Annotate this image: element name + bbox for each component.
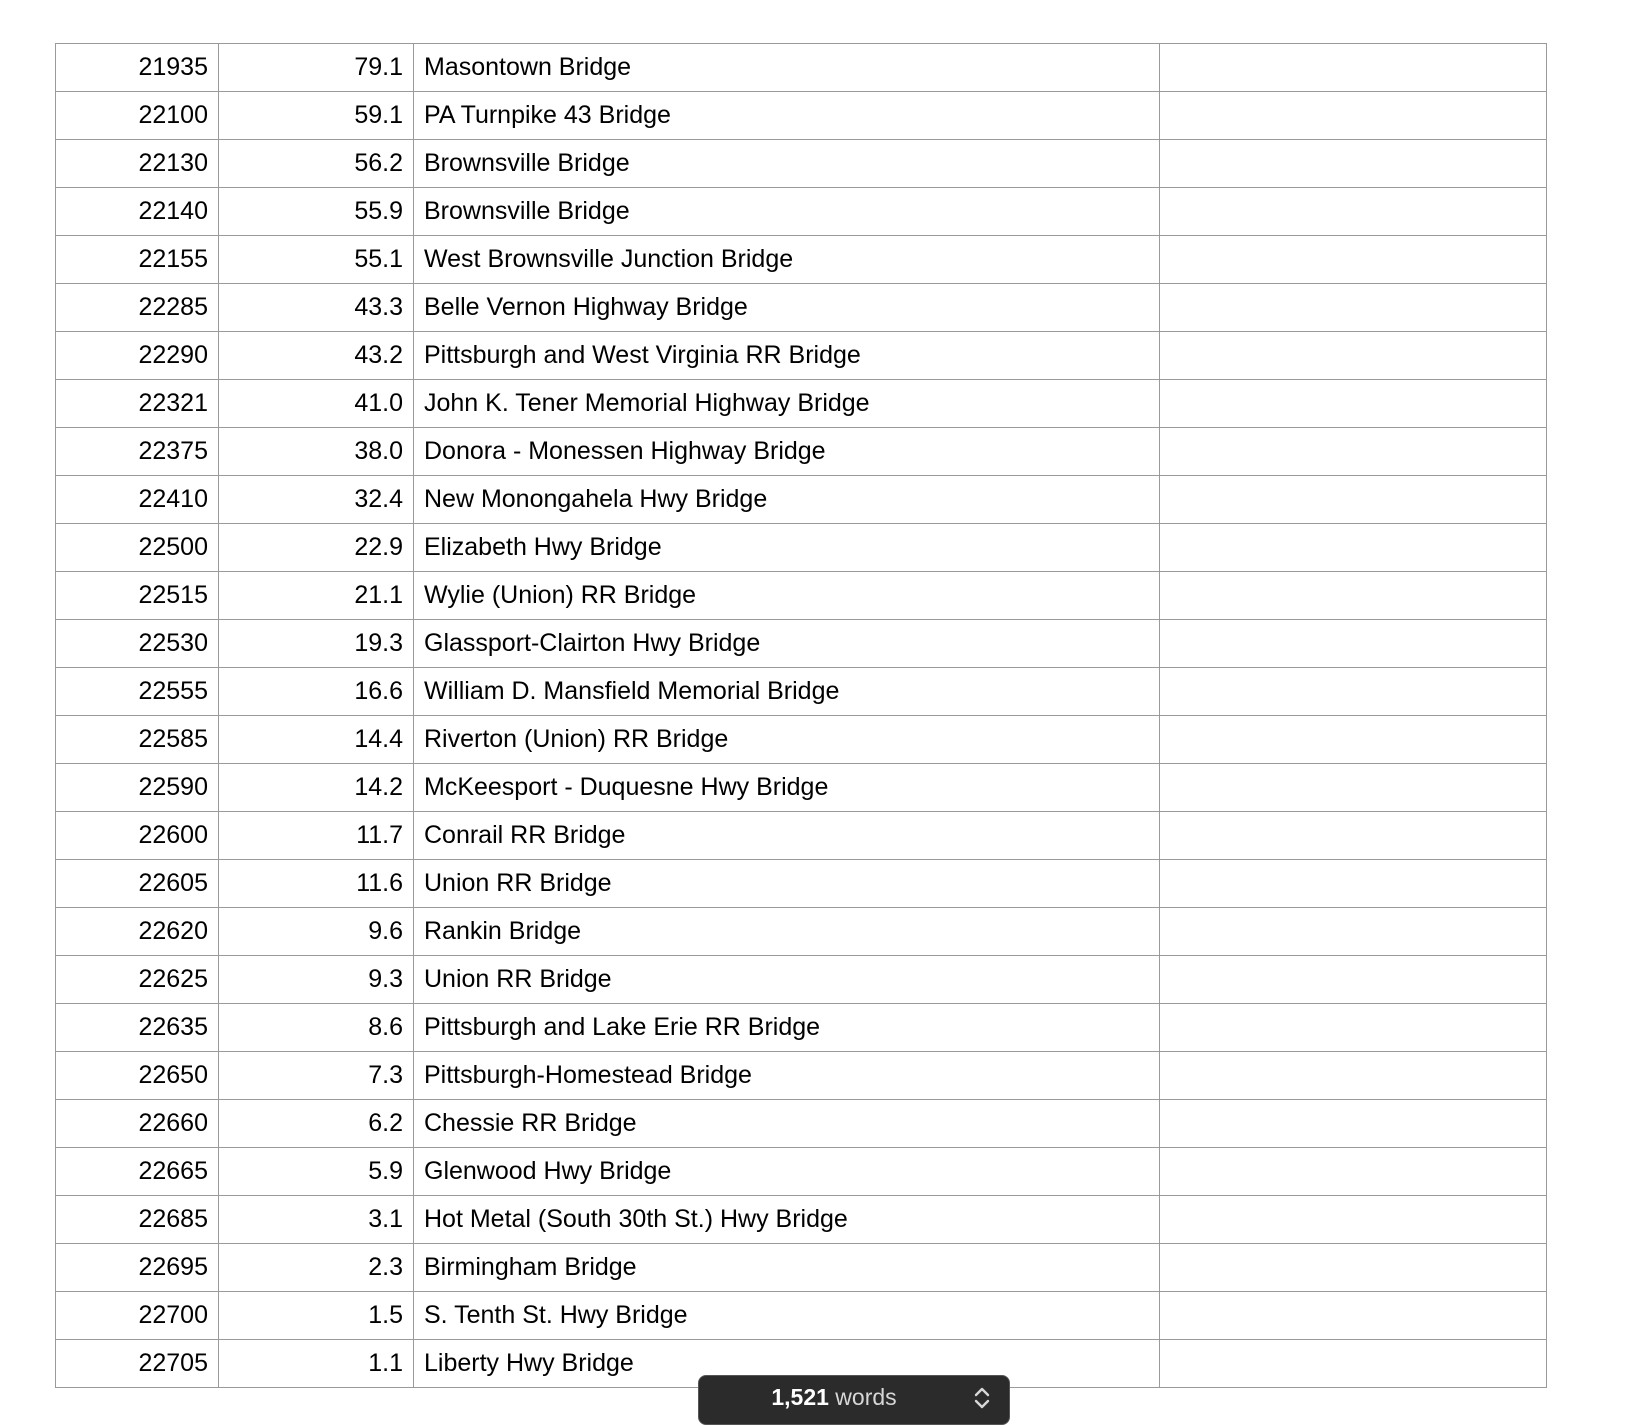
chevron-up-down-icon [973,1385,991,1411]
cell-notes[interactable] [1160,1004,1547,1052]
cell-name[interactable]: William D. Mansfield Memorial Bridge [414,668,1160,716]
table-row [56,92,1547,140]
table-row [56,1052,1547,1100]
cell-notes[interactable] [1160,1196,1547,1244]
cell-id[interactable]: 22500 [56,524,219,572]
cell-name[interactable]: Brownsville Bridge [414,140,1160,188]
cell-mile[interactable]: 22.9 [219,524,414,572]
cell-id[interactable]: 22600 [56,812,219,860]
table-row [56,1148,1547,1196]
cell-name[interactable]: Pittsburgh and Lake Erie RR Bridge [414,1004,1160,1052]
cell-notes[interactable] [1160,716,1547,764]
cell-mile[interactable]: 38.0 [219,428,414,476]
word-count-label [699,1384,969,1410]
cell-mile[interactable]: 14.4 [219,716,414,764]
cell-mile[interactable]: 43.3 [219,284,414,332]
cell-mile[interactable]: 2.3 [219,1244,414,1292]
cell-id[interactable]: 22605 [56,860,219,908]
cell-notes[interactable] [1160,764,1547,812]
cell-id[interactable]: 21935 [56,44,219,92]
cell-name[interactable]: Riverton (Union) RR Bridge [414,716,1160,764]
cell-name[interactable]: Wylie (Union) RR Bridge [414,572,1160,620]
cell-notes[interactable] [1160,812,1547,860]
cell-mile[interactable]: 79.1 [219,44,414,92]
cell-notes[interactable] [1160,188,1547,236]
cell-notes[interactable] [1160,1340,1547,1388]
cell-notes[interactable] [1160,1148,1547,1196]
cell-id[interactable]: 22285 [56,284,219,332]
bridge-table[interactable] [55,43,1547,1388]
cell-mile[interactable]: 19.3 [219,620,414,668]
cell-notes[interactable] [1160,476,1547,524]
cell-notes[interactable] [1160,284,1547,332]
cell-notes[interactable] [1160,668,1547,716]
cell-mile[interactable]: 6.2 [219,1100,414,1148]
cell-mile[interactable]: 41.0 [219,380,414,428]
table-row [56,140,1547,188]
cell-id[interactable]: 22130 [56,140,219,188]
cell-name[interactable]: Elizabeth Hwy Bridge [414,524,1160,572]
table-row [56,716,1547,764]
table-row [56,1196,1547,1244]
cell-name[interactable]: Union RR Bridge [414,860,1160,908]
cell-notes[interactable] [1160,524,1547,572]
cell-mile[interactable]: 7.3 [219,1052,414,1100]
cell-notes[interactable] [1160,1292,1547,1340]
table-row [56,908,1547,956]
cell-id[interactable]: 22700 [56,1292,219,1340]
cell-mile[interactable]: 32.4 [219,476,414,524]
cell-id[interactable]: 22620 [56,908,219,956]
cell-name[interactable]: Masontown Bridge [414,44,1160,92]
cell-name[interactable]: Glassport-Clairton Hwy Bridge [414,620,1160,668]
cell-notes[interactable] [1160,956,1547,1004]
cell-id[interactable]: 22590 [56,764,219,812]
cell-id[interactable]: 22685 [56,1196,219,1244]
table-row [56,380,1547,428]
cell-id[interactable]: 22321 [56,380,219,428]
cell-name[interactable]: Union RR Bridge [414,956,1160,1004]
cell-name[interactable]: Conrail RR Bridge [414,812,1160,860]
table-row [56,524,1547,572]
table-row [56,1004,1547,1052]
cell-id[interactable]: 22585 [56,716,219,764]
cell-id[interactable]: 22100 [56,92,219,140]
cell-notes[interactable] [1160,908,1547,956]
cell-id[interactable]: 22515 [56,572,219,620]
cell-name[interactable]: Rankin Bridge [414,908,1160,956]
cell-name[interactable]: Glenwood Hwy Bridge [414,1148,1160,1196]
table-row [56,812,1547,860]
table-row [56,620,1547,668]
table-row [56,572,1547,620]
table-row [56,764,1547,812]
table-row [56,332,1547,380]
cell-mile[interactable]: 56.2 [219,140,414,188]
cell-notes[interactable] [1160,380,1547,428]
cell-mile[interactable]: 55.9 [219,188,414,236]
cell-name[interactable]: Birmingham Bridge [414,1244,1160,1292]
cell-notes[interactable] [1160,572,1547,620]
cell-mile[interactable]: 11.7 [219,812,414,860]
cell-name[interactable]: Hot Metal (South 30th St.) Hwy Bridge [414,1196,1160,1244]
cell-id[interactable]: 22660 [56,1100,219,1148]
cell-name[interactable]: Pittsburgh and West Virginia RR Bridge [414,332,1160,380]
table-row [56,476,1547,524]
table-row [56,428,1547,476]
cell-name[interactable]: McKeesport - Duquesne Hwy Bridge [414,764,1160,812]
table-row [56,860,1547,908]
table-row [56,1292,1547,1340]
table-row [56,284,1547,332]
cell-mile[interactable]: 21.1 [219,572,414,620]
cell-name[interactable]: S. Tenth St. Hwy Bridge [414,1292,1160,1340]
cell-mile[interactable]: 1.5 [219,1292,414,1340]
cell-notes[interactable] [1160,140,1547,188]
cell-mile[interactable]: 9.3 [219,956,414,1004]
cell-mile[interactable]: 43.2 [219,332,414,380]
table-row [56,668,1547,716]
cell-mile[interactable]: 55.1 [219,236,414,284]
cell-notes[interactable] [1160,1052,1547,1100]
cell-id[interactable]: 22155 [56,236,219,284]
cell-name[interactable]: Liberty Hwy Bridge [414,1340,1160,1388]
cell-mile[interactable]: 16.6 [219,668,414,716]
table-row [56,956,1547,1004]
cell-id[interactable]: 22555 [56,668,219,716]
cell-mile[interactable]: 11.6 [219,860,414,908]
cell-notes[interactable] [1160,428,1547,476]
cell-id[interactable]: 22635 [56,1004,219,1052]
cell-notes[interactable] [1160,332,1547,380]
cell-name[interactable]: John K. Tener Memorial Highway Bridge [414,380,1160,428]
cell-mile[interactable]: 8.6 [219,1004,414,1052]
cell-mile[interactable]: 5.9 [219,1148,414,1196]
cell-id[interactable]: 22410 [56,476,219,524]
cell-id[interactable]: 22140 [56,188,219,236]
word-count-button[interactable] [698,1375,1010,1425]
cell-notes[interactable] [1160,1244,1547,1292]
word-count-unit: words [835,1384,897,1410]
cell-id[interactable]: 22290 [56,332,219,380]
cell-name[interactable]: Donora - Monessen Highway Bridge [414,428,1160,476]
cell-notes[interactable] [1160,860,1547,908]
cell-name[interactable]: Pittsburgh-Homestead Bridge [414,1052,1160,1100]
cell-notes[interactable] [1160,44,1547,92]
cell-mile[interactable]: 1.1 [219,1340,414,1388]
cell-mile[interactable]: 9.6 [219,908,414,956]
cell-name[interactable]: West Brownsville Junction Bridge [414,236,1160,284]
table-body [56,44,1547,1388]
cell-mile[interactable]: 3.1 [219,1196,414,1244]
table-row [56,236,1547,284]
table-row [56,1244,1547,1292]
cell-name[interactable]: Belle Vernon Highway Bridge [414,284,1160,332]
cell-notes[interactable] [1160,620,1547,668]
cell-name[interactable]: New Monongahela Hwy Bridge [414,476,1160,524]
cell-id[interactable]: 22650 [56,1052,219,1100]
cell-notes[interactable] [1160,92,1547,140]
cell-mile[interactable]: 14.2 [219,764,414,812]
table-row [56,44,1547,92]
cell-id[interactable]: 22530 [56,620,219,668]
cell-name[interactable]: Brownsville Bridge [414,188,1160,236]
cell-name[interactable]: Chessie RR Bridge [414,1100,1160,1148]
table-row [56,188,1547,236]
cell-id[interactable]: 22695 [56,1244,219,1292]
word-count-number: 1,521 [771,1384,829,1410]
cell-id[interactable]: 22665 [56,1148,219,1196]
cell-notes[interactable] [1160,236,1547,284]
table-row [56,1100,1547,1148]
cell-id[interactable]: 22705 [56,1340,219,1388]
cell-id[interactable]: 22625 [56,956,219,1004]
cell-name[interactable]: PA Turnpike 43 Bridge [414,92,1160,140]
cell-notes[interactable] [1160,1100,1547,1148]
cell-mile[interactable]: 59.1 [219,92,414,140]
cell-id[interactable]: 22375 [56,428,219,476]
